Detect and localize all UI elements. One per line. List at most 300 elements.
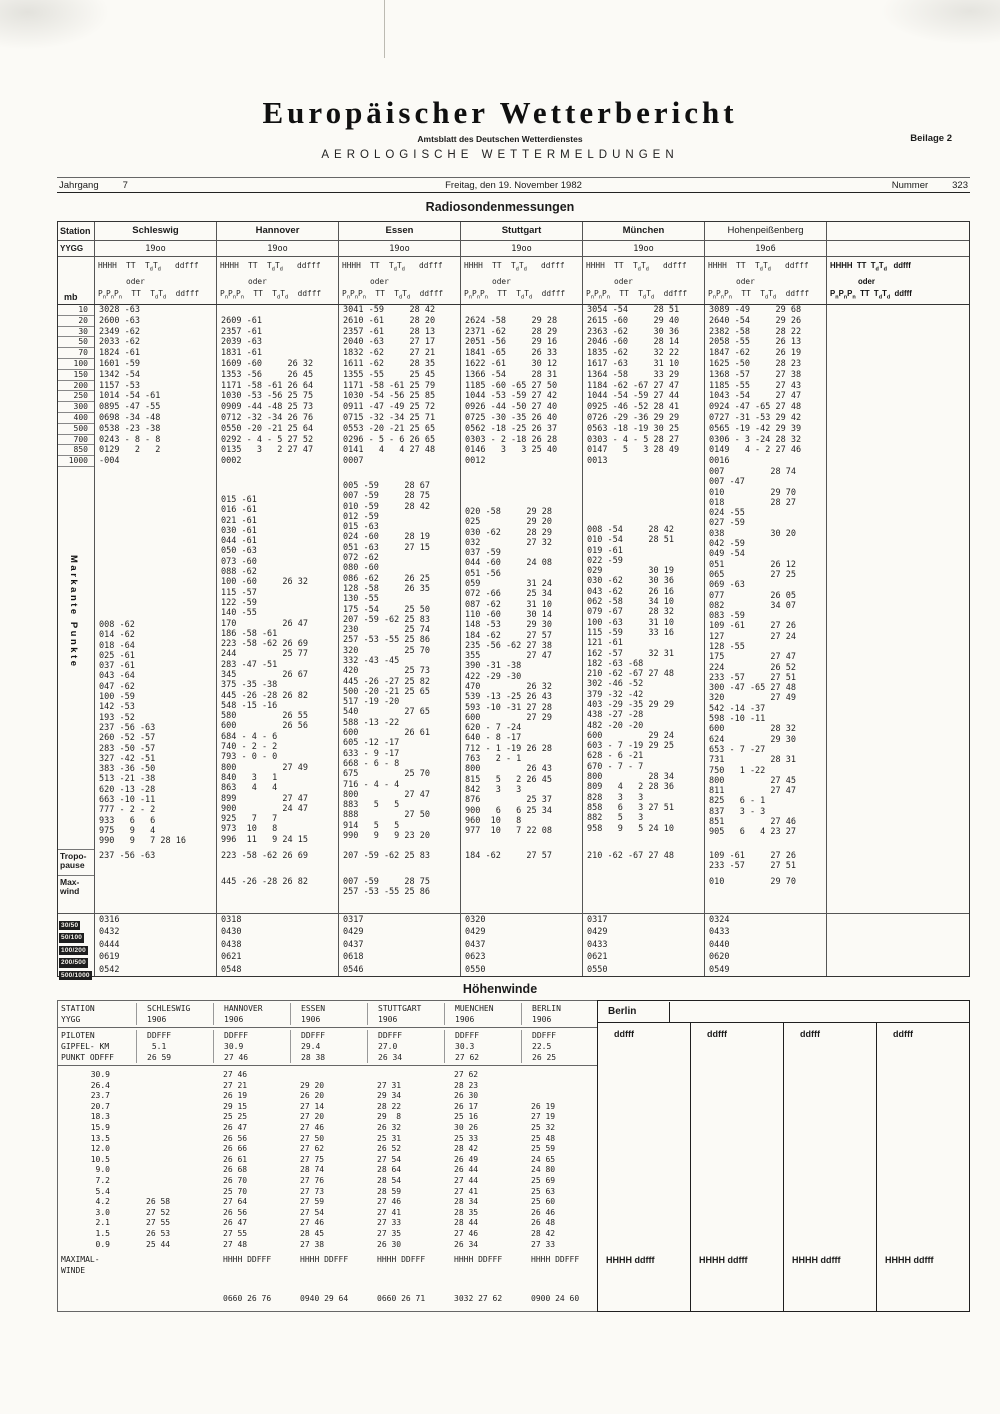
hw-row-label: GIPFEL- KM: [61, 1042, 110, 1051]
hw-value: 26 17: [454, 1101, 479, 1111]
markante-value: 933 6 6: [99, 815, 156, 826]
markante-value: 037 -59: [465, 548, 501, 559]
hw-value: 26 20: [300, 1091, 325, 1101]
markante-value: 025 -61: [99, 650, 135, 661]
hw-row-label: YYGG: [61, 1015, 81, 1024]
markante-value: 100 -63 31 10: [587, 617, 674, 628]
markante-value: 883 5 5: [343, 800, 400, 811]
markante-value: 175 -54 25 50: [343, 604, 430, 615]
jahrgang-value: 7: [122, 179, 128, 191]
markante-value: 182 -63 -68: [587, 658, 644, 669]
markante-value: 044 -60 24 08: [465, 558, 552, 569]
markante-value: 840 3 1: [221, 772, 278, 783]
pressure-label: [58, 914, 94, 929]
yygg-value: [826, 241, 969, 256]
empty-cell: [826, 305, 969, 316]
pressure-value: 0432: [94, 926, 216, 938]
hw-value: HHHH DDFFF: [531, 1255, 580, 1264]
hw-row-label: PILOTEN: [61, 1031, 95, 1040]
pressure-label: [58, 926, 94, 942]
nummer: [750, 180, 970, 191]
level-value: 1044 -54 -59 27 44: [582, 391, 704, 402]
markante-value: 110 -60 30 14: [465, 609, 552, 620]
hw-value: 25 60: [531, 1197, 556, 1207]
hw-value: 27 19: [531, 1112, 556, 1122]
markante-value: 007 -59 28 75: [343, 491, 430, 502]
hw-value: BERLIN: [521, 1003, 598, 1014]
hw-right: [597, 1000, 970, 1312]
markante-value: 115 -57: [221, 587, 257, 598]
hw-value: 27 21: [223, 1080, 248, 1090]
hw-value: DDFFF: [444, 1030, 521, 1041]
station-name: Hohenpeißenberg: [704, 222, 826, 240]
hw-row-label: 1.5: [90, 1228, 110, 1238]
level-value: 2033 -62: [94, 337, 216, 348]
hhhh-ddfff-footer: HHHH ddfff: [885, 1255, 934, 1265]
level-value: [460, 305, 582, 316]
hw-value: [136, 1176, 213, 1187]
cell: [704, 849, 826, 875]
level-row: [58, 435, 969, 446]
page-title: Europäischer Wetterbericht: [262, 95, 738, 130]
level-value: 1841 -65 26 33: [460, 348, 582, 359]
markante-value: 024 -55: [709, 508, 745, 519]
hw-value: 0940 29 64: [300, 1294, 349, 1303]
markante-value: 600 28 32: [709, 724, 796, 735]
markante-value: 800 28 34: [587, 772, 674, 783]
hw-row-label: 2.1: [90, 1218, 110, 1228]
hw-value: 25 44: [146, 1239, 171, 1249]
level-row: [58, 413, 969, 424]
hw-value: 1906: [521, 1014, 598, 1025]
markante-value: 580 26 55: [221, 711, 308, 722]
hw-row-label: 5.4: [90, 1186, 110, 1196]
empty-cell: [826, 435, 969, 446]
pressure-row: [58, 939, 969, 954]
markante-value: 605 -12 -17: [343, 738, 400, 749]
markante-value: 175 27 47: [709, 652, 796, 663]
hw-right-column: [783, 1023, 876, 1311]
markante-value: 600 29 24: [587, 730, 674, 741]
level-value: 0303 - 4 - 5 28 27: [582, 435, 704, 446]
hw-value: 26 47: [223, 1218, 248, 1228]
markante-value: 800 27 45: [709, 775, 796, 786]
markante-value: 030 -61: [221, 525, 257, 536]
markante-column: [460, 467, 582, 849]
cell: [582, 875, 704, 913]
markante-value: 260 -52 -57: [99, 733, 156, 744]
level-value: 2363 -62 30 36: [582, 327, 704, 338]
hw-row: [58, 1218, 597, 1229]
hw-row: [58, 1155, 597, 1166]
markante-value: 628 - 6 -21: [587, 751, 644, 762]
level-value: 1355 -55 25 45: [338, 370, 460, 381]
hhhh-ddfff-footer: HHHH ddfff: [606, 1255, 655, 1265]
hw-value: 30.9: [213, 1041, 290, 1052]
hw-row-label: 30.9: [90, 1070, 110, 1079]
nummer-label: Nummer: [891, 179, 929, 191]
markante-value: 043 -64: [99, 671, 135, 682]
maxwind-value: 010 29 70: [709, 876, 796, 887]
ddfff-header: ddfff: [707, 1029, 727, 1039]
markante-value: 899 27 47: [221, 793, 308, 804]
hw-value: 27 20: [300, 1112, 325, 1122]
hw-value: 24 65: [531, 1154, 556, 1164]
issue-date: Freitag, den 19. November 1982: [445, 179, 582, 191]
hoehenwinde-table: [57, 1000, 970, 1312]
markante-value: 010 -54 28 51: [587, 535, 674, 546]
empty-cell: [826, 445, 969, 456]
markante-value: 548 -15 -16: [221, 700, 278, 711]
cell: [94, 849, 216, 875]
markante-value: 375 -35 -38: [221, 680, 278, 691]
markante-value: 882 5 3: [587, 813, 644, 824]
hw-value: [444, 1266, 521, 1292]
empty-cell: [826, 391, 969, 402]
hw-row: [58, 1144, 597, 1155]
level-value: 1622 -61 30 12: [460, 359, 582, 370]
level-value: 3028 -63: [94, 305, 216, 316]
hw-value: [521, 1081, 598, 1092]
level-value: 1617 -63 31 10: [582, 359, 704, 370]
hw-value: 29 8: [377, 1112, 402, 1122]
empty-cell: [826, 456, 969, 467]
hw-row-label: 3.0: [90, 1207, 110, 1217]
hw-head: [58, 1001, 597, 1028]
tropopause-label-line2: pause: [60, 860, 85, 871]
markante-value: 037 -61: [99, 661, 135, 672]
level-value: -004: [94, 456, 216, 467]
hw-row-label: 9.0: [90, 1165, 110, 1175]
mb-value: 150: [58, 370, 94, 381]
pressure-value: 0619: [94, 951, 216, 963]
markante-value: 043 -62 26 16: [587, 586, 674, 597]
markante-value: 633 - 9 -17: [343, 748, 400, 759]
pressure-row: [58, 951, 969, 967]
hw-max: [58, 1254, 597, 1311]
hw-value: 29 20: [300, 1080, 325, 1090]
hw-value: 26 49: [454, 1154, 479, 1164]
pressure-value: 0438: [216, 939, 338, 951]
hw-row: [58, 1123, 597, 1134]
mb-value: 30: [58, 327, 94, 338]
hw-value: 27 73: [300, 1186, 325, 1196]
markante-column: [216, 467, 338, 849]
level-value: 1366 -54 28 31: [460, 370, 582, 381]
markante-value: 130 -55: [343, 594, 379, 605]
hw-row-label: 4.2: [90, 1197, 110, 1207]
hw-row: [58, 1266, 597, 1292]
markante-value: 010 -59 28 42: [343, 501, 430, 512]
level-value: 1342 -54: [94, 370, 216, 381]
level-row: [58, 348, 969, 359]
level-value: 1609 -60 26 32: [216, 359, 338, 370]
markante-value: 233 -57 27 51: [709, 672, 796, 683]
hw-right-column-body: [877, 1045, 969, 1255]
level-value: 0725 -30 -35 26 40: [460, 413, 582, 424]
hw-row: [58, 1240, 597, 1251]
markante-value: 127 27 24: [709, 631, 796, 642]
empty-cell: [826, 939, 969, 951]
hw-value: 25 69: [531, 1175, 556, 1185]
mb-value: 300: [58, 402, 94, 413]
ddfff-header: ddfff: [893, 1029, 913, 1039]
ddfff-header: ddfff: [800, 1029, 820, 1039]
hw-value: DDFFF: [136, 1030, 213, 1041]
level-value: 2624 -58 29 28: [460, 316, 582, 327]
hw-row-label: 23.7: [90, 1091, 110, 1101]
maxwind-value: 007 -59 28 75: [343, 876, 430, 887]
pressure-value: 0433: [704, 926, 826, 938]
level-value: 1832 -62 27 21: [338, 348, 460, 359]
hw-value: HANNOVER: [213, 1003, 290, 1014]
level-value: 2349 -62: [94, 327, 216, 338]
column-header-block: HHHH TT $T_dT_d$ ddfff oder $P_nP_nP_n$ TT $T_dT_d$ ddfff: [460, 257, 582, 304]
hw-value: 1906: [136, 1014, 213, 1025]
hw-value: 27 48: [223, 1239, 248, 1249]
markante-value: 012 -59: [343, 511, 379, 522]
level-value: 1611 -62 28 35: [338, 359, 460, 370]
hw-value: 27 50: [300, 1133, 325, 1143]
hw-right-column-body: [784, 1045, 876, 1255]
level-row: [58, 424, 969, 435]
hw-value: 27 46: [377, 1197, 402, 1207]
pressure-value: 0317: [582, 914, 704, 926]
markante-value: 207 -59 -62 25 83: [343, 614, 430, 625]
column-header-block: HHHH TT $T_dT_d$ ddfff oder $P_nP_nP_n$ TT $T_dT_d$ ddfff: [704, 257, 826, 304]
hw-value: 27 38: [300, 1239, 325, 1249]
hw-value: [521, 1266, 598, 1292]
hw-value: 26 25: [521, 1052, 598, 1063]
markante-value: 014 -62: [99, 630, 135, 641]
markante-value: 083 -59: [709, 611, 745, 622]
empty-cell: [826, 875, 969, 913]
pressure-value: 0623: [460, 951, 582, 963]
level-row: [58, 445, 969, 456]
markante-value: 122 -59: [221, 597, 257, 608]
cell: [338, 875, 460, 913]
yygg-value: 19oo: [94, 241, 216, 256]
markante-value: 990 9 9 23 20: [343, 831, 430, 842]
pressure-value: 0433: [582, 939, 704, 951]
tropopause-value: 237 -56 -63: [99, 850, 156, 861]
mb-value: 100: [58, 359, 94, 370]
markante-value: 837 3 - 3: [709, 806, 766, 817]
hw-value: 27 44: [454, 1175, 479, 1185]
hw-value: [290, 1070, 367, 1081]
cell: [216, 875, 338, 913]
markante-value: 051 -63 27 15: [343, 542, 430, 553]
markante-value: 800 27 49: [221, 762, 308, 773]
hw-value: 27 75: [300, 1154, 325, 1164]
level-value: 0147 5 3 28 49: [582, 445, 704, 456]
hw-value: 22.5: [521, 1041, 598, 1052]
markante-value: 128 -55: [709, 642, 745, 652]
hw-left: [57, 1000, 597, 1312]
markante-value: 015 -63: [343, 522, 379, 533]
hw-value: 0660 26 71: [377, 1294, 426, 1303]
markante-value: 851 27 46: [709, 817, 796, 828]
markante-value: 128 -58 26 35: [343, 583, 430, 594]
tropopause-row: [58, 849, 969, 875]
hw-row: [58, 1254, 597, 1266]
hw-right-column: [690, 1023, 783, 1311]
hw-value: 26 19: [531, 1101, 556, 1111]
hw-value: 1906: [290, 1014, 367, 1025]
markante-value: 073 -60: [221, 556, 257, 567]
markante-value: 811 27 47: [709, 786, 796, 797]
markante-value: 470 26 32: [465, 682, 552, 692]
hw-value: DDFFF: [290, 1030, 367, 1041]
hw-row-label: 0.9: [90, 1239, 110, 1249]
hw-row: [58, 1197, 597, 1208]
level-value: 0550 -20 -21 25 64: [216, 424, 338, 435]
markante-value: 021 -61: [221, 515, 257, 526]
markante-value: 800 27 47: [343, 789, 430, 800]
level-value: 2357 -61: [216, 327, 338, 338]
level-value: 0002: [216, 456, 338, 467]
pressure-value: 0437: [338, 939, 460, 951]
markante-value: 355 27 47: [465, 651, 552, 662]
cell: [582, 849, 704, 875]
markante-value: 740 - 2 - 2: [221, 742, 278, 753]
pressure-row: [58, 926, 969, 942]
markante-value: 540 27 65: [343, 707, 430, 718]
markante-column: [704, 467, 826, 849]
hw-value: [136, 1144, 213, 1155]
level-row: [58, 456, 969, 467]
hw-value: 5.1: [136, 1041, 213, 1052]
level-value: [216, 305, 338, 316]
markante-value: 482 -20 -20: [587, 720, 644, 731]
markante-value: 300 -47 -65 27 48: [709, 683, 796, 694]
station-name: Stuttgart: [460, 222, 582, 240]
hw-value: 28 34: [454, 1197, 479, 1207]
markante-value: 019 -61: [587, 545, 623, 556]
hw-value: 27 46: [213, 1052, 290, 1063]
markante-value: 079 -67 28 32: [587, 607, 674, 618]
hw-value: 25 48: [531, 1133, 556, 1143]
markante-value: 620 -13 -28: [99, 784, 156, 795]
hw-value: 29 34: [377, 1091, 402, 1101]
level-value: 1043 -54 27 47: [704, 391, 826, 402]
markante-value: 049 -54: [709, 549, 745, 560]
level-value: 2609 -61: [216, 316, 338, 327]
level-value: 2046 -60 28 14: [582, 337, 704, 348]
markante-value: 008 -62: [99, 619, 135, 630]
pressure-value: 0437: [460, 939, 582, 951]
tropopause-value: 223 -58 -62 26 69: [221, 850, 308, 861]
markante-value: 600 26 56: [221, 721, 308, 732]
hw-value: 26 30: [454, 1091, 479, 1101]
markante-value: 675 25 70: [343, 769, 430, 780]
level-value: 1157 -53: [94, 381, 216, 392]
hw-value: 27 33: [531, 1239, 556, 1249]
level-value: 3054 -54 28 51: [582, 305, 704, 316]
markante-value: 960 10 8: [465, 815, 522, 826]
hw-value: DDFFF: [521, 1030, 598, 1041]
level-value: 1014 -54 -61: [94, 391, 216, 402]
level-value: 0715 -32 -34 25 71: [338, 413, 460, 424]
markante-value: 327 -42 -51: [99, 753, 156, 764]
hw-value: [521, 1091, 598, 1102]
markante-value: 777 - 2 - 2: [99, 805, 156, 816]
markante-value: 244 25 77: [221, 649, 308, 660]
markante-value: 115 -59 33 16: [587, 627, 674, 638]
markante-value: 958 9 5 24 10: [587, 823, 674, 834]
hw-value: [367, 1266, 444, 1292]
pressure-value: 0548: [216, 964, 338, 976]
markante-value: 015 -61: [221, 494, 257, 505]
hw-value: 27 41: [454, 1186, 479, 1196]
markante-value: 050 -63: [221, 546, 257, 557]
pressure-value: 0620: [704, 951, 826, 963]
markante-column: [94, 467, 216, 849]
hw-value: 25 31: [377, 1133, 402, 1143]
markante-value: 763 2 - 1: [465, 754, 522, 765]
cell: [460, 849, 582, 875]
hw-value: 27 64: [223, 1197, 248, 1207]
markante-value: 062 -58 34 10: [587, 597, 674, 608]
hw-value: [136, 1292, 213, 1305]
mb-value: 250: [58, 391, 94, 402]
markante-value: 668 - 6 - 8: [343, 758, 400, 769]
pressure-rows: [58, 913, 969, 979]
hw-value: 28 35: [454, 1207, 479, 1217]
hw-row-label: WINDE: [61, 1266, 86, 1275]
markante-value: 170 26 47: [221, 618, 308, 629]
level-value: 0925 -46 -52 28 41: [582, 402, 704, 413]
markante-section: [58, 467, 969, 849]
markante-label-cell: [58, 467, 94, 849]
empty-cell: [826, 914, 969, 926]
cell: [216, 849, 338, 875]
level-value: 0012: [460, 456, 582, 467]
markante-value: 044 -61: [221, 536, 257, 547]
markante-value: 383 -36 -50: [99, 764, 156, 775]
level-row: [58, 381, 969, 392]
hw-value: [136, 1187, 213, 1198]
hw-row-label: 26.4: [90, 1080, 110, 1090]
station-name: Schleswig: [94, 222, 216, 240]
level-value: 0712 -32 -34 26 76: [216, 413, 338, 424]
hw-row: [58, 1176, 597, 1187]
markante-value: 020 -58 29 28: [465, 506, 552, 517]
tropopause-value: 184 -62 27 57: [465, 850, 552, 861]
level-value: 1185 -60 -65 27 50: [460, 381, 582, 392]
level-value: 0726 -29 -36 29 29: [582, 413, 704, 424]
hw-value: 26 19: [223, 1091, 248, 1101]
radiosonde-table: [57, 221, 970, 977]
hw-value: [136, 1266, 213, 1292]
jahrgang-label: Jahrgang: [59, 179, 99, 191]
cell: [460, 875, 582, 913]
empty-cell: [826, 381, 969, 392]
markante-value: 542 -14 -37: [709, 703, 766, 714]
hw-right-column: [598, 1023, 690, 1311]
pressure-value: 0550: [582, 964, 704, 976]
hw-value: DDFFF: [367, 1030, 444, 1041]
pressure-value: 0324: [704, 914, 826, 926]
level-value: 2615 -60 29 40: [582, 316, 704, 327]
yygg-label: YYGG: [60, 244, 84, 253]
markante-value: 018 -64: [99, 640, 135, 651]
empty-cell: [826, 964, 969, 976]
maxwind-value: 257 -53 -55 25 86: [343, 887, 430, 898]
level-value: 0306 - 3 -24 28 32: [704, 435, 826, 446]
hw-value: 28 42: [454, 1144, 479, 1154]
subtitle-amtsblatt: Amtsblatt des Deutschen Wetterdienstes: [417, 134, 583, 144]
